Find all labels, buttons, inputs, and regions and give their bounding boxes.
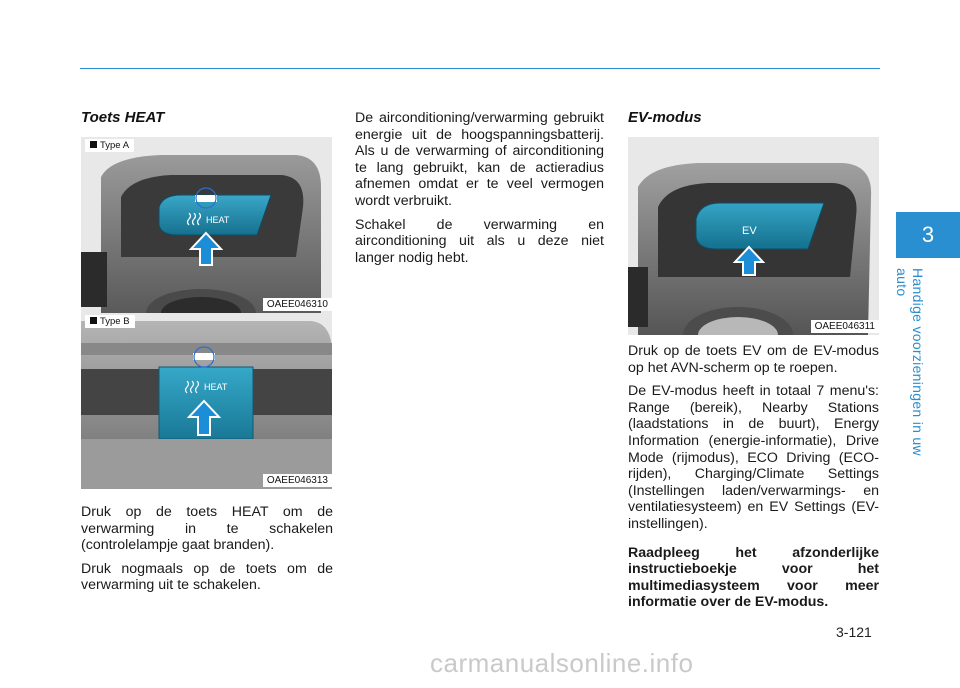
header-rule bbox=[80, 68, 880, 69]
figure-type-b bbox=[81, 313, 332, 489]
watermark-text: carmanualsonline.info bbox=[430, 648, 694, 678]
type-a-label: Type A bbox=[85, 139, 134, 152]
ev-bold-note: Raadpleeg het afzonderlijke instructieboekje voor het multimediasysteem voor meer informatie over de EV-modus. bbox=[628, 544, 879, 611]
energy-body-text bbox=[355, 110, 604, 273]
ev-button-text: EV bbox=[742, 225, 757, 237]
ev-heading: EV-modus bbox=[628, 109, 702, 126]
ev-button-illustration bbox=[628, 137, 879, 335]
bullet-square-icon bbox=[90, 317, 97, 324]
heat-button-text-b: HEAT bbox=[204, 382, 228, 392]
heat-button-illustration-b bbox=[81, 313, 332, 489]
heat-body-text bbox=[81, 504, 333, 601]
heat-paragraph-1: Druk op de toets HEAT om de verwarming in te schakelen (controlelampje gaat branden). bbox=[81, 504, 333, 554]
ev-body-text bbox=[628, 343, 879, 618]
bullet-square-icon bbox=[90, 141, 97, 148]
energy-paragraph-2: Schakel de verwarming en airconditioning uit als u deze niet langer nodig hebt. bbox=[355, 216, 604, 266]
heat-heading: Toets HEAT bbox=[81, 109, 165, 126]
figure-code-ev: OAEE046311 bbox=[811, 320, 879, 333]
energy-paragraph-1: De airconditioning/verwarming gebruikt energie uit de hoogspanningsbatterij. Als u de verwarming of airconditioning te lang gebruikt, kan de actieradius afnemen omdat er te veel vermogen wordt verbruikt. bbox=[355, 110, 604, 209]
heat-button-illustration-a bbox=[81, 137, 332, 313]
page-number: 3-121 bbox=[836, 624, 872, 640]
ev-paragraph-1: Druk op de toets EV om de EV-modus op het AVN-scherm op te roepen. bbox=[628, 343, 879, 376]
ev-paragraph-2: De EV-modus heeft in totaal 7 menu's: Range (bereik), Nearby Stations (laadstations in de buurt), Energy Information (energie-informatie), Drive Mode (rijmodus), ECO Driving (ECO-rijden), Charging/Climate Settings (Instellingen laden/verwarmings- en ventilatiesysteem) en EV Settings (EV-instellingen). bbox=[628, 383, 879, 532]
figure-type-a bbox=[81, 137, 332, 313]
chapter-title: Handige voorzieningen in uw auto bbox=[894, 268, 926, 456]
figure-ev bbox=[628, 137, 879, 335]
figure-code-a: OAEE046310 bbox=[263, 298, 332, 311]
heat-paragraph-2: Druk nogmaals op de toets om de verwarming uit te schakelen. bbox=[81, 560, 333, 594]
type-b-label: Type B bbox=[85, 315, 135, 328]
figure-code-b: OAEE046313 bbox=[263, 474, 332, 487]
heat-button-text-a: HEAT bbox=[206, 215, 230, 225]
chapter-number-tab: 3 bbox=[896, 212, 960, 258]
